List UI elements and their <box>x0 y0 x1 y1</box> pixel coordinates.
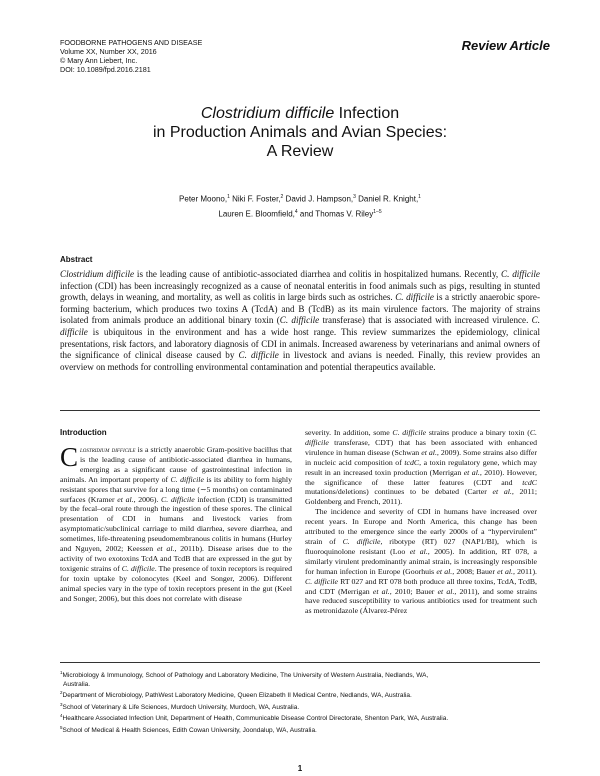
abstract-span: Clostridium difficile <box>60 269 135 279</box>
intro-span: et al. <box>117 494 134 504</box>
intro-span: , 2005). In addition, RT 078, a similarly virulent predominantly animal strain, is increasingly responsible for human infection in Europe (Goorhuis <box>305 546 537 576</box>
author-affiliation: 1 <box>418 194 421 200</box>
footnote-text: Microbiology & Immunology, School of Pathology and Laboratory Medicine, The University of Western Australia, Nedlands, WA, <box>62 672 429 680</box>
author: Peter Moono, <box>179 194 228 204</box>
footnote <box>60 681 540 689</box>
intro-column-right <box>305 428 537 616</box>
footnote <box>60 712 540 724</box>
journal-doi: DOI: 10.1089/fpd.2016.2181 <box>60 65 151 74</box>
intro-span: , 2011), and some strains have reduced susceptibility to various antibiotics used for treatment such as metronidazole (Álvarez-Pérez <box>305 586 538 616</box>
intro-span: C. difficile <box>305 576 339 586</box>
intro-column-left <box>60 442 292 604</box>
intro-span: et al. <box>421 447 437 457</box>
footnote <box>60 724 540 736</box>
journal-name: FOODBORNE PATHOGENS AND DISEASE <box>60 38 203 47</box>
intro-span: strains produce a binary toxin ( <box>426 428 530 437</box>
title-line3: A Review <box>266 143 334 160</box>
intro-span: et al. <box>372 586 390 596</box>
title-organism: Clostridium difficile <box>200 105 335 122</box>
footnote-text: Healthcare Associated Infection Unit, Department of Health, Communicable Disease Control Directorate, Shenton Park, WA, Australia. <box>62 715 449 723</box>
author-list <box>60 191 540 220</box>
abstract-span: C. difficile <box>395 292 434 303</box>
intro-span: tcdC <box>522 477 537 487</box>
intro-span: severity. In addition, some <box>305 428 393 437</box>
journal-copyright: © Mary Ann Liebert, Inc. <box>60 56 138 65</box>
author-affiliation: 4 <box>294 208 298 215</box>
abstract-span: transferase) that is associated with increased virulence. <box>319 315 532 326</box>
introduction-heading: Introduction <box>60 428 107 437</box>
paper-title <box>60 104 540 161</box>
title-line1-rest: Infection <box>334 105 400 122</box>
section-divider <box>60 410 540 411</box>
intro-span: , 2011). <box>513 566 538 576</box>
abstract-span: is a strictly anaerobic spore-forming bacterium, which produces two toxins A (TcdA) and B (TcdB) as its main virulence factors. The majority of strains isolated from animals produce an additional binary toxin ( <box>60 292 540 326</box>
intro-span: C. difficile <box>305 428 537 447</box>
footnote-text: Department of Microbiology, PathWest Laboratory Medicine, Queen Elizabeth II Medical Centre, Nedlands, WA, Australia. <box>62 692 412 700</box>
intro-span: lostridium difficile <box>80 445 136 454</box>
drop-cap: C <box>60 442 79 472</box>
abstract-heading: Abstract <box>60 255 93 264</box>
abstract-span: in livestock and avians is needed. Finally, this review provides an overview on methods for controlling environmental contamination and potential therapeutics available. <box>60 350 540 372</box>
abstract-span: infection (CDI) has been increasingly recognized as a cause of neonatal enteritis in food animals such as pigs, resulting in stunted growth, delays in weaning, and mortality, as well as colitis in large birds such as ostriches. <box>60 280 540 303</box>
intro-span: , a toxin regulatory gene, which may result in an increased toxin production (Merrigan <box>305 457 537 477</box>
abstract-text <box>60 269 540 373</box>
intro-span: The incidence and severity of CDI in humans have increased over recent years. In Europe and North America, this change has been attributed to the emergence since the early 2000s of a “hypervirulent” strain of <box>305 507 537 546</box>
article-type: Review Article <box>461 38 550 53</box>
abstract-span: is the leading cause of antibiotic-associated diarrhea and colitis in hospitalized humans. Recently, <box>134 269 502 279</box>
intro-span: C. difficile <box>121 563 155 573</box>
footnote <box>60 689 540 701</box>
intro-span: mutations/deletions) continues to be debated (Carter <box>305 487 493 497</box>
footnote <box>60 701 540 713</box>
intro-span: et al. <box>156 544 175 554</box>
intro-span: et al. <box>409 546 428 556</box>
footnote-text: School of Veterinary & Life Sciences, Murdoch University, Murdoch, WA, Australia. <box>62 703 300 711</box>
intro-span: , 2006). <box>133 494 162 504</box>
intro-span: C. difficile <box>342 536 381 546</box>
intro-span: , 2011b). Disease arises due to the activity of two exotoxins TcdA and TcdB that are expressed in the gut by toxigenic strains of <box>60 544 292 573</box>
abstract-span: is ubiquitous in the environment and has a wide host range. This review summarizes the epidemiology, clinical presentations, risk factors, and laboratory diagnosis of CDI in animals. Increased awareness by veterinarians and animal owners of the significance of clinical disease caused by <box>60 326 540 361</box>
intro-span: tcdC <box>404 457 420 467</box>
intro-span: . The presence of toxin receptors is required for toxin uptake by colonocytes (Keel and Songer, 2006). Different animal species vary in the type of toxin receptors present in the gut (Keel and Songer, 2006), but this does not correlate with disease <box>60 563 292 603</box>
intro-span: , 2010). However, the significance of these latter features (CDT and <box>305 467 538 487</box>
abstract-span: C. difficile <box>60 315 540 337</box>
author-affiliation: 2 <box>280 194 284 200</box>
footnote-marker: 4 <box>60 713 63 719</box>
page-number: 1 <box>297 764 303 773</box>
intro-span: transferase, CDT) that has been associated with enhanced virulence in human disease (Schwan <box>305 437 537 457</box>
footnote-marker: 3 <box>60 701 63 707</box>
intro-span: et al. <box>463 467 480 477</box>
abstract-span: C. difficile <box>238 350 279 361</box>
author: David J. Hampson, <box>283 194 354 204</box>
intro-span: C. difficile <box>161 494 195 504</box>
author: Niki F. Foster, <box>229 194 281 204</box>
author: and Thomas V. Riley <box>297 209 374 219</box>
intro-span: et al. <box>436 566 453 576</box>
intro-span: is a strictly anaerobic Gram-positive bacillus that is the leading cause of antibiotic-associated diarrhea in humans, emerging as a significant cause of gastrointestinal infection in animals. An important property of <box>60 445 292 484</box>
intro-span: , ribotype (RT) 027 (NAP1/BI), which is fluoroquinolone resistant (Loo <box>305 536 537 556</box>
journal-volume: Volume XX, Number XX, 2016 <box>60 47 157 56</box>
footnote-divider <box>60 662 540 663</box>
abstract-span: C. difficile <box>501 269 540 279</box>
footnote-marker: 2 <box>60 689 63 695</box>
footnote-text: School of Medical & Health Sciences, Edith Cowan University, Joondalup, WA, Australia. <box>62 726 317 734</box>
abstract-span: C. difficile <box>279 315 320 326</box>
footnote <box>60 669 540 681</box>
intro-span: , 2008; Bauer <box>452 566 498 576</box>
author-affiliation: 1–5 <box>373 208 382 215</box>
intro-span: et al. <box>437 586 455 596</box>
footnote-marker: 1 <box>60 670 63 675</box>
author-affiliation: 3 <box>353 194 356 200</box>
intro-span: C. difficile <box>392 428 427 437</box>
affiliation-footnotes <box>60 669 540 735</box>
intro-span: RT 027 and RT 078 both produce all three toxins, TcdA, TcdB, and CDT (Merrigan <box>305 576 537 596</box>
journal-info <box>60 38 202 74</box>
intro-span: C. difficile <box>170 474 204 484</box>
footnote-marker: 5 <box>60 724 63 730</box>
author: Daniel R. Knight, <box>355 194 419 204</box>
footnote-text: Australia. <box>63 680 91 688</box>
intro-span: , 2010; Bauer <box>389 586 438 596</box>
intro-span: et al. <box>492 487 512 497</box>
intro-span: infection (CDI) is transmitted by the fecal–oral route through the ingestion of these spores. The clinical presentation of CDI in humans and livestock varies from asymptomatic/subclinical carriage to mild diarrhea, severe diarrhea, and sometimes, life-threatening pseudomembranous colitis in humans (Hurley and Nguyen, 2002; Keessen <box>60 494 292 554</box>
intro-span: , 2009). Some strains also differ in nucleic acid composition of <box>305 447 537 467</box>
author-affiliation: 1 <box>227 194 230 200</box>
intro-span: , 2011; Goldenberg and French, 2011). <box>305 487 537 507</box>
intro-span: et al. <box>497 566 514 576</box>
title-line2: in Production Animals and Avian Species: <box>152 124 448 141</box>
author: Lauren E. Bloomfield, <box>218 209 295 219</box>
intro-span: is its ability to form highly resistant spores that survive for a long time (∼5 months) on contaminated surfaces (Kramer <box>60 474 292 504</box>
